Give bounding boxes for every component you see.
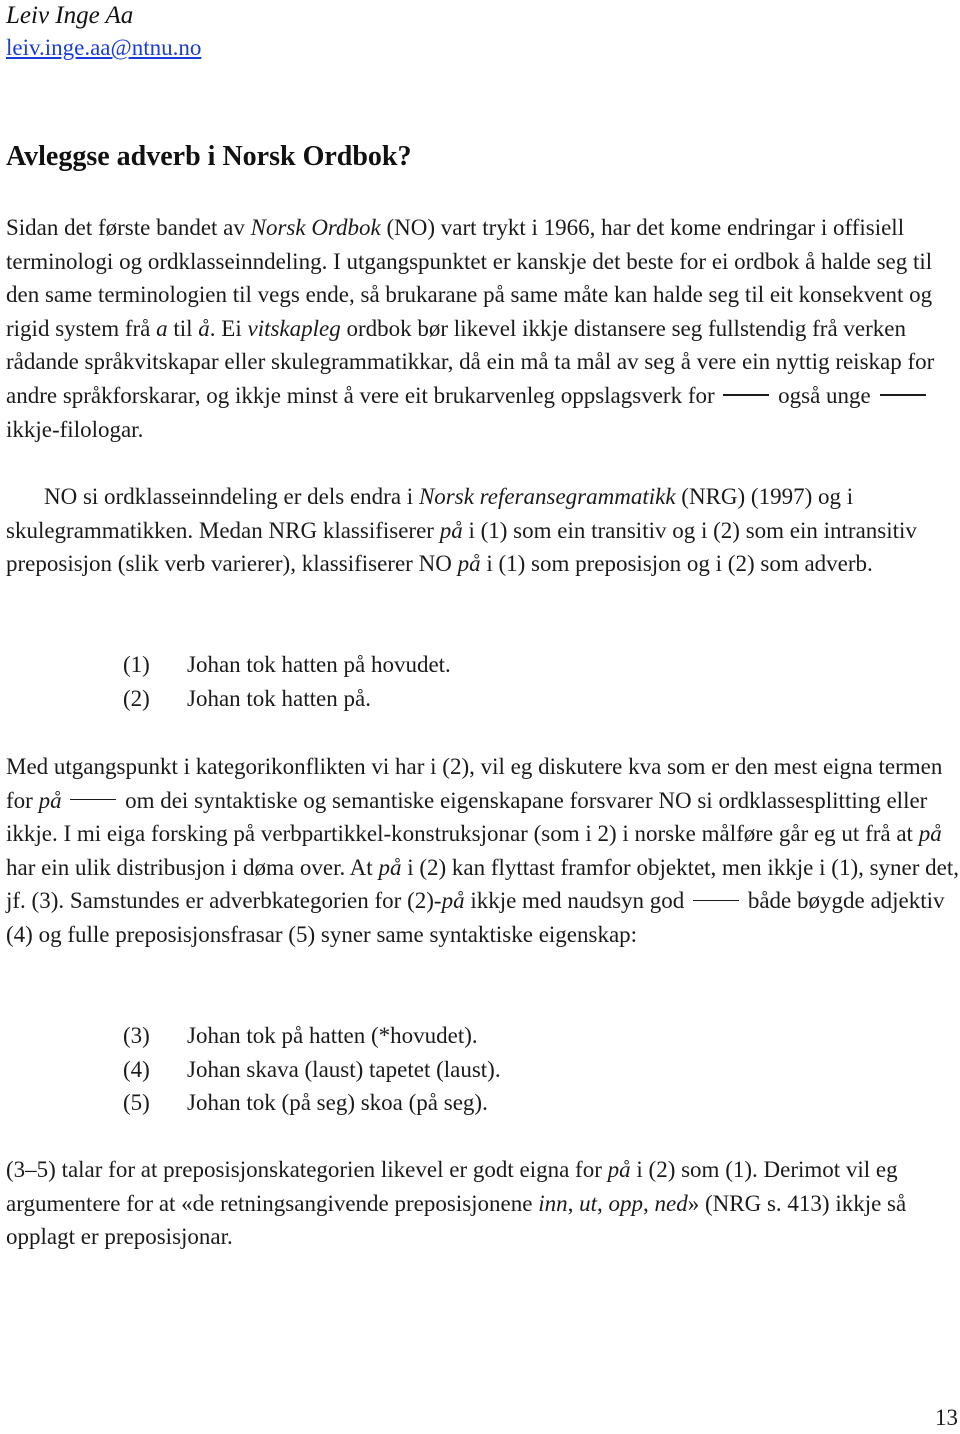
example-text: Johan tok hatten på hovudet. — [187, 652, 451, 677]
example-item — [123, 648, 451, 682]
paragraph-2: NO si ordklasseinndeling er dels endra i Norsk referansegrammatikk (NRG) (1997) og i skulegrammatikken. Medan NRG klassifiserer på i (1) som ein transitiv og i (2) som ein intransitiv preposisjon (slik verb varierer), klassifiserer NO på i (1) som preposisjon og i (2) som adverb. — [6, 484, 917, 577]
paper-title: Avleggse adverb i Norsk Ordbok? — [6, 141, 412, 172]
example-text: Johan skava (laust) tapetet (laust). — [187, 1056, 501, 1082]
page-number: 13 — [935, 1405, 958, 1430]
author-email-link[interactable]: leiv.inge.aa@ntnu.no — [6, 35, 202, 60]
example-item — [123, 1019, 501, 1053]
example-text: Johan tok på hatten (*hovudet). — [187, 1023, 478, 1048]
example-number: (2) — [123, 685, 150, 711]
example-text: Johan tok (på seg) skoa (på seg). — [187, 1090, 488, 1116]
example-text: Johan tok hatten på. — [187, 685, 371, 711]
example-item — [123, 1086, 501, 1120]
em-dash — [723, 394, 769, 396]
em-dash — [693, 900, 739, 902]
example-number: (1) — [123, 652, 150, 677]
example-number: (3) — [123, 1023, 150, 1048]
paragraph-3: Med utgangspunkt i kategorikonflikten vi har i (2), vil eg diskutere kva som er den mest eigna termen for på om dei syntaktiske og semantiske eigenskapane forsvarer NO si ordklassesplitting eller ikkje. I mi eiga forsking på verbpartikkel-konstruksjonar (som i 2) i norske målføre går eg ut frå at på har ein ulik distribusjon i døma over. At på i (2) kan flyttast framfor objektet, men ikkje i (1), syner det, jf. (3). Samstundes er adverbkategorien for (2)-på ikkje med naudsyn god både bøygde adjektiv (4) og fulle preposisjonsfrasar (5) syner same syntaktiske eigenskap: — [6, 754, 960, 947]
example-list-1 — [123, 648, 451, 715]
example-item — [123, 682, 451, 716]
example-number: (4) — [123, 1056, 150, 1082]
em-dash — [880, 394, 926, 396]
author-name: Leiv Inge Aa — [6, 2, 134, 29]
example-number: (5) — [123, 1090, 150, 1116]
paragraph-1: Sidan det første bandet av Norsk Ordbok (NO) vart trykt i 1966, har det kome endringar i offisiell terminologi og ordklasseinndeling. I utgangspunktet er kanskje det beste for ei ordbok å halde seg til den same terminologien til vegs ende, så brukarane på same måte kan halde seg til eit konsekvent og rigid system frå a til å. Ei vitskapleg ordbok bør likevel ikkje distansere seg fullstendig frå verken rådande språkvitskapar eller skulegrammatikkar, då ein må ta mål av seg å vere ein nyttig reiskap for andre språkforskarar, og ikkje minst å vere eit brukarvenleg oppslagsverk for også unge ikkje-filologar. — [6, 215, 935, 442]
example-item — [123, 1053, 501, 1087]
example-list-2 — [123, 1019, 501, 1120]
em-dash — [70, 799, 116, 801]
paragraph-4: (3–5) talar for at preposisjonskategorien likevel er godt eigna for på i (2) som (1). Derimot vil eg argumentere for at «de retningsangivende preposisjonene inn, ut, opp, ned» (NRG s. 413) ikkje så opplagt er preposisjonar. — [6, 1157, 907, 1250]
